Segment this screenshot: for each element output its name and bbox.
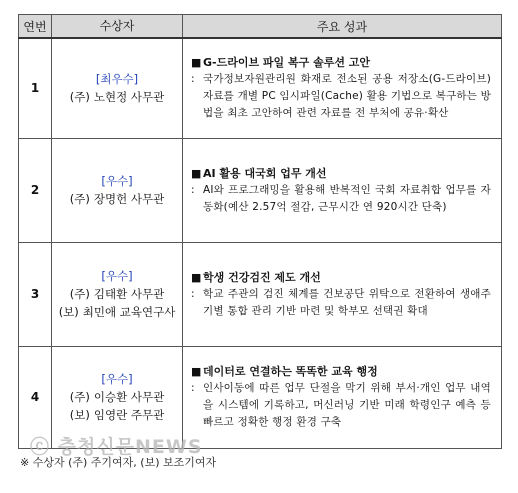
awardee	[52, 285, 182, 303]
square-bullet-icon: ■	[191, 270, 202, 284]
footnote: ※ 수상자 (주) 주기여자, (보) 보조기여자	[20, 456, 217, 469]
watermark-logo: ⓒ 충청신문NEWS	[30, 436, 203, 458]
award-grade: [우수]	[101, 269, 133, 283]
contributor-tag: (주)	[69, 90, 90, 105]
award-grade: [우수]	[101, 372, 133, 386]
awardee-name: 최민애 교육연구사	[82, 305, 176, 319]
achievement-description: : 학교 주관의 검진 체계를 건보공단 위탁으로 전환하여 생애주기별 통합 관리 기반 마련 및 학부모 선택권 확대	[191, 287, 491, 317]
awardee	[52, 406, 182, 424]
awardee-name: 장명헌 사무관	[93, 192, 165, 206]
table-row	[19, 138, 502, 242]
achievement-title: ■ G-드라이브 파일 복구 솔루션 고안	[191, 56, 371, 70]
awardee	[52, 388, 182, 406]
row-no: 2	[19, 138, 52, 242]
achievement-description: : 국가정보자원관리원 화재로 전소된 공용 저장소(G-드라이브) 자료를 개별 PC 임시파일(Cache) 활용 기법으로 복구하는 방법을 최초 고안하여 관련 자료를 전 부처에 공유·확산	[191, 73, 491, 120]
contributor-tag: (보)	[58, 305, 79, 319]
header-achievement: 주요 성과	[183, 15, 502, 39]
achievement-cell	[183, 346, 502, 448]
awardee-cell	[52, 138, 183, 242]
awardee	[52, 190, 182, 208]
awardee-cell	[52, 38, 183, 138]
awardee-name: 노현정 사무관	[93, 90, 165, 105]
award-grade: [최우수]	[95, 72, 139, 87]
achievement-cell	[183, 242, 502, 346]
row-no: 4	[19, 346, 52, 448]
table-row	[19, 38, 502, 138]
award-grade: [우수]	[101, 174, 133, 188]
awardee	[52, 88, 182, 106]
achievement-title: ■ 학생 건강검진 제도 개선	[191, 270, 321, 284]
square-bullet-icon: ■	[191, 56, 202, 70]
achievement-cell	[183, 138, 502, 242]
awardee-name: 임영란 주무관	[93, 408, 165, 422]
square-bullet-icon: ■	[191, 365, 202, 378]
contributor-tag: (주)	[69, 287, 90, 301]
row-no: 3	[19, 242, 52, 346]
awardee-name: 김태환 사무관	[93, 287, 165, 301]
achievement-cell	[183, 38, 502, 138]
awards-table	[18, 14, 502, 449]
row-no: 1	[19, 38, 52, 138]
achievement-title: ■ AI 활용 대국회 업무 개선	[191, 166, 327, 180]
header-no: 연번	[19, 15, 52, 39]
contributor-tag: (보)	[69, 408, 90, 422]
awardee-cell	[52, 242, 183, 346]
awardee-name: 이승환 사무관	[93, 390, 165, 404]
square-bullet-icon: ■	[191, 166, 202, 180]
achievement-description: : 인사이동에 따른 업무 단절을 막기 위해 부서·개인 업무 내역을 시스템에 기록하고, 머신러닝 기반 미래 학령인구 예측 등 빠르고 정확한 행정 환경 구축	[191, 382, 491, 428]
contributor-tag: (주)	[69, 390, 90, 404]
table-header-row	[19, 15, 502, 39]
awardee	[52, 303, 182, 321]
table-row	[19, 242, 502, 346]
contributor-tag: (주)	[69, 192, 90, 206]
achievement-description: : AI와 프로그래밍을 활용해 반복적인 국회 자료취합 업무를 자동화(예산 2.57억 절감, 근무시간 연 920시간 단축)	[191, 183, 491, 213]
header-awardee: 수상자	[52, 15, 183, 39]
achievement-title: ■ 데이터로 연결하는 똑똑한 교육 행정	[191, 365, 378, 378]
